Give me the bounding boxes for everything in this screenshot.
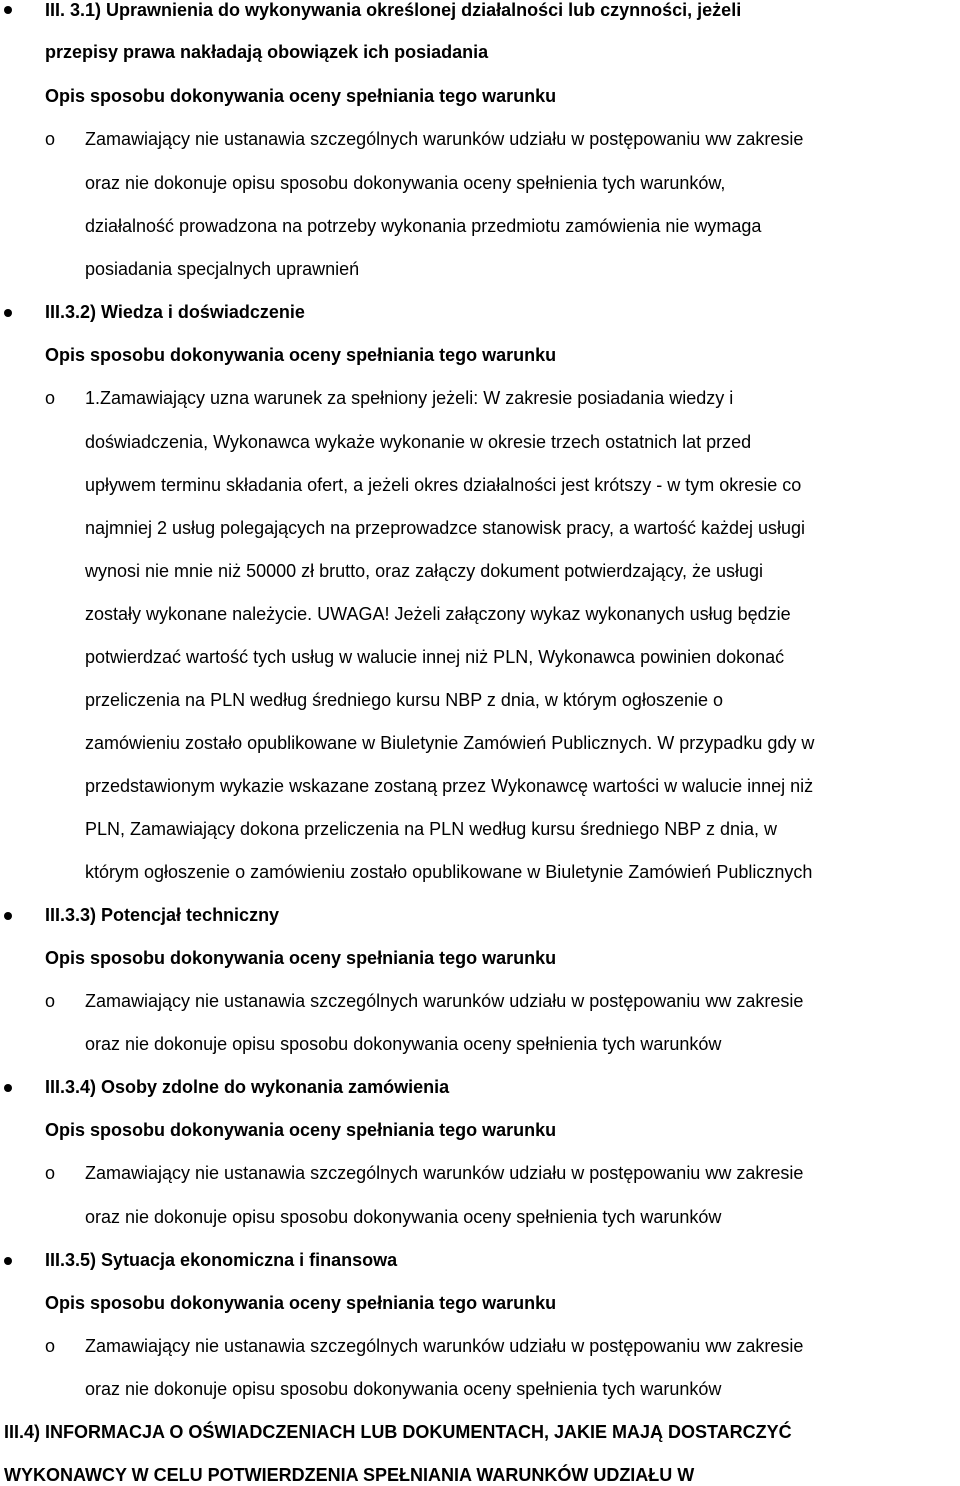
list-item-line: przeliczenia na PLN według średniego kursu NBP z dnia, w którym ogłoszenie o (85, 690, 723, 710)
list-item-line: posiadania specjalnych uprawnień (85, 259, 360, 279)
list-item-line: wynosi nie mnie niż 50000 zł brutto, oraz załączy dokument potwierdzający, że usługi (85, 561, 764, 581)
list-item-line: najmniej 2 usług polegających na przeprowadzce stanowisk pracy, a wartość każdej usługi (85, 518, 806, 538)
list-item-line: zamówieniu zostało opublikowane w Biuletynie Zamówień Publicznych. W przypadku gdy w (85, 733, 815, 753)
list-marker: o (45, 1163, 56, 1183)
section-heading: III.3.4) Osoby zdolne do wykonania zamówienia (45, 1077, 450, 1097)
list-item-line: oraz nie dokonuje opisu sposobu dokonywania oceny spełnienia tych warunków, (85, 173, 726, 193)
list-item-line: którym ogłoszenie o zamówieniu zostało opublikowane w Biuletynie Zamówień Publicznych (85, 862, 813, 882)
section-heading: III.3.2) Wiedza i doświadczenie (45, 302, 305, 322)
section-heading-iii4: III.4) INFORMACJA O OŚWIADCZENIACH LUB DOKUMENTACH, JAKIE MAJĄ DOSTARCZYĆ (4, 1422, 792, 1442)
section-heading-continued: przepisy prawa nakładają obowiązek ich posiadania (45, 42, 489, 62)
list-item-line: doświadczenia, Wykonawca wykaże wykonanie w okresie trzech ostatnich lat przed (85, 432, 752, 452)
list-item-line: Zamawiający nie ustanawia szczególnych warunków udziału w postępowaniu ww zakresie (85, 129, 804, 149)
list-item-line: oraz nie dokonuje opisu sposobu dokonywania oceny spełnienia tych warunków (85, 1379, 722, 1399)
section-bullet (4, 912, 12, 920)
list-item-line: działalność prowadzona na potrzeby wykonania przedmiotu zamówienia nie wymaga (85, 216, 762, 236)
section-bullet (4, 1084, 12, 1092)
assessment-subheading: Opis sposobu dokonywania oceny spełniania tego warunku (45, 1293, 557, 1313)
list-marker: o (45, 1336, 56, 1356)
list-item-line: 1.Zamawiający uzna warunek za spełniony jeżeli: W zakresie posiadania wiedzy i (85, 388, 734, 408)
section-heading: III. 3.1) Uprawnienia do wykonywania określonej działalności lub czynności, jeżeli (45, 0, 742, 20)
list-item-line: upływem terminu składania ofert, a jeżeli okres działalności jest krótszy - w tym okresie co (85, 475, 802, 495)
section-bullet (4, 6, 12, 14)
assessment-subheading: Opis sposobu dokonywania oceny spełniania tego warunku (45, 1120, 557, 1140)
assessment-subheading: Opis sposobu dokonywania oceny spełniania tego warunku (45, 86, 557, 106)
section-bullet (4, 1257, 12, 1265)
list-item-line: oraz nie dokonuje opisu sposobu dokonywania oceny spełnienia tych warunków (85, 1207, 722, 1227)
list-item-line: Zamawiający nie ustanawia szczególnych warunków udziału w postępowaniu ww zakresie (85, 1163, 804, 1183)
assessment-subheading: Opis sposobu dokonywania oceny spełniania tego warunku (45, 345, 557, 365)
list-item-line: PLN, Zamawiający dokona przeliczenia na PLN według kursu średniego NBP z dnia, w (85, 819, 778, 839)
section-heading-iii4-continued: WYKONAWCY W CELU POTWIERDZENIA SPEŁNIANIA WARUNKÓW UDZIAŁU W (4, 1465, 695, 1485)
section-heading: III.3.3) Potencjał techniczny (45, 905, 280, 925)
list-item-line: zostały wykonane należycie. UWAGA! Jeżeli załączony wykaz wykonanych usług będzie (85, 604, 791, 624)
list-item-line: przedstawionym wykazie wskazane zostaną przez Wykonawcę wartości w walucie innej niż (85, 776, 814, 796)
list-item-line: Zamawiający nie ustanawia szczególnych warunków udziału w postępowaniu ww zakresie (85, 991, 804, 1011)
section-bullet (4, 309, 12, 317)
section-heading: III.3.5) Sytuacja ekonomiczna i finansowa (45, 1250, 398, 1270)
list-item-line: oraz nie dokonuje opisu sposobu dokonywania oceny spełnienia tych warunków (85, 1034, 722, 1054)
list-item-line: Zamawiający nie ustanawia szczególnych warunków udziału w postępowaniu ww zakresie (85, 1336, 804, 1356)
list-item-line: potwierdzać wartość tych usług w walucie innej niż PLN, Wykonawca powinien dokonać (85, 647, 785, 667)
list-marker: o (45, 991, 56, 1011)
list-marker: o (45, 388, 56, 408)
assessment-subheading: Opis sposobu dokonywania oceny spełniania tego warunku (45, 948, 557, 968)
list-marker: o (45, 129, 56, 149)
